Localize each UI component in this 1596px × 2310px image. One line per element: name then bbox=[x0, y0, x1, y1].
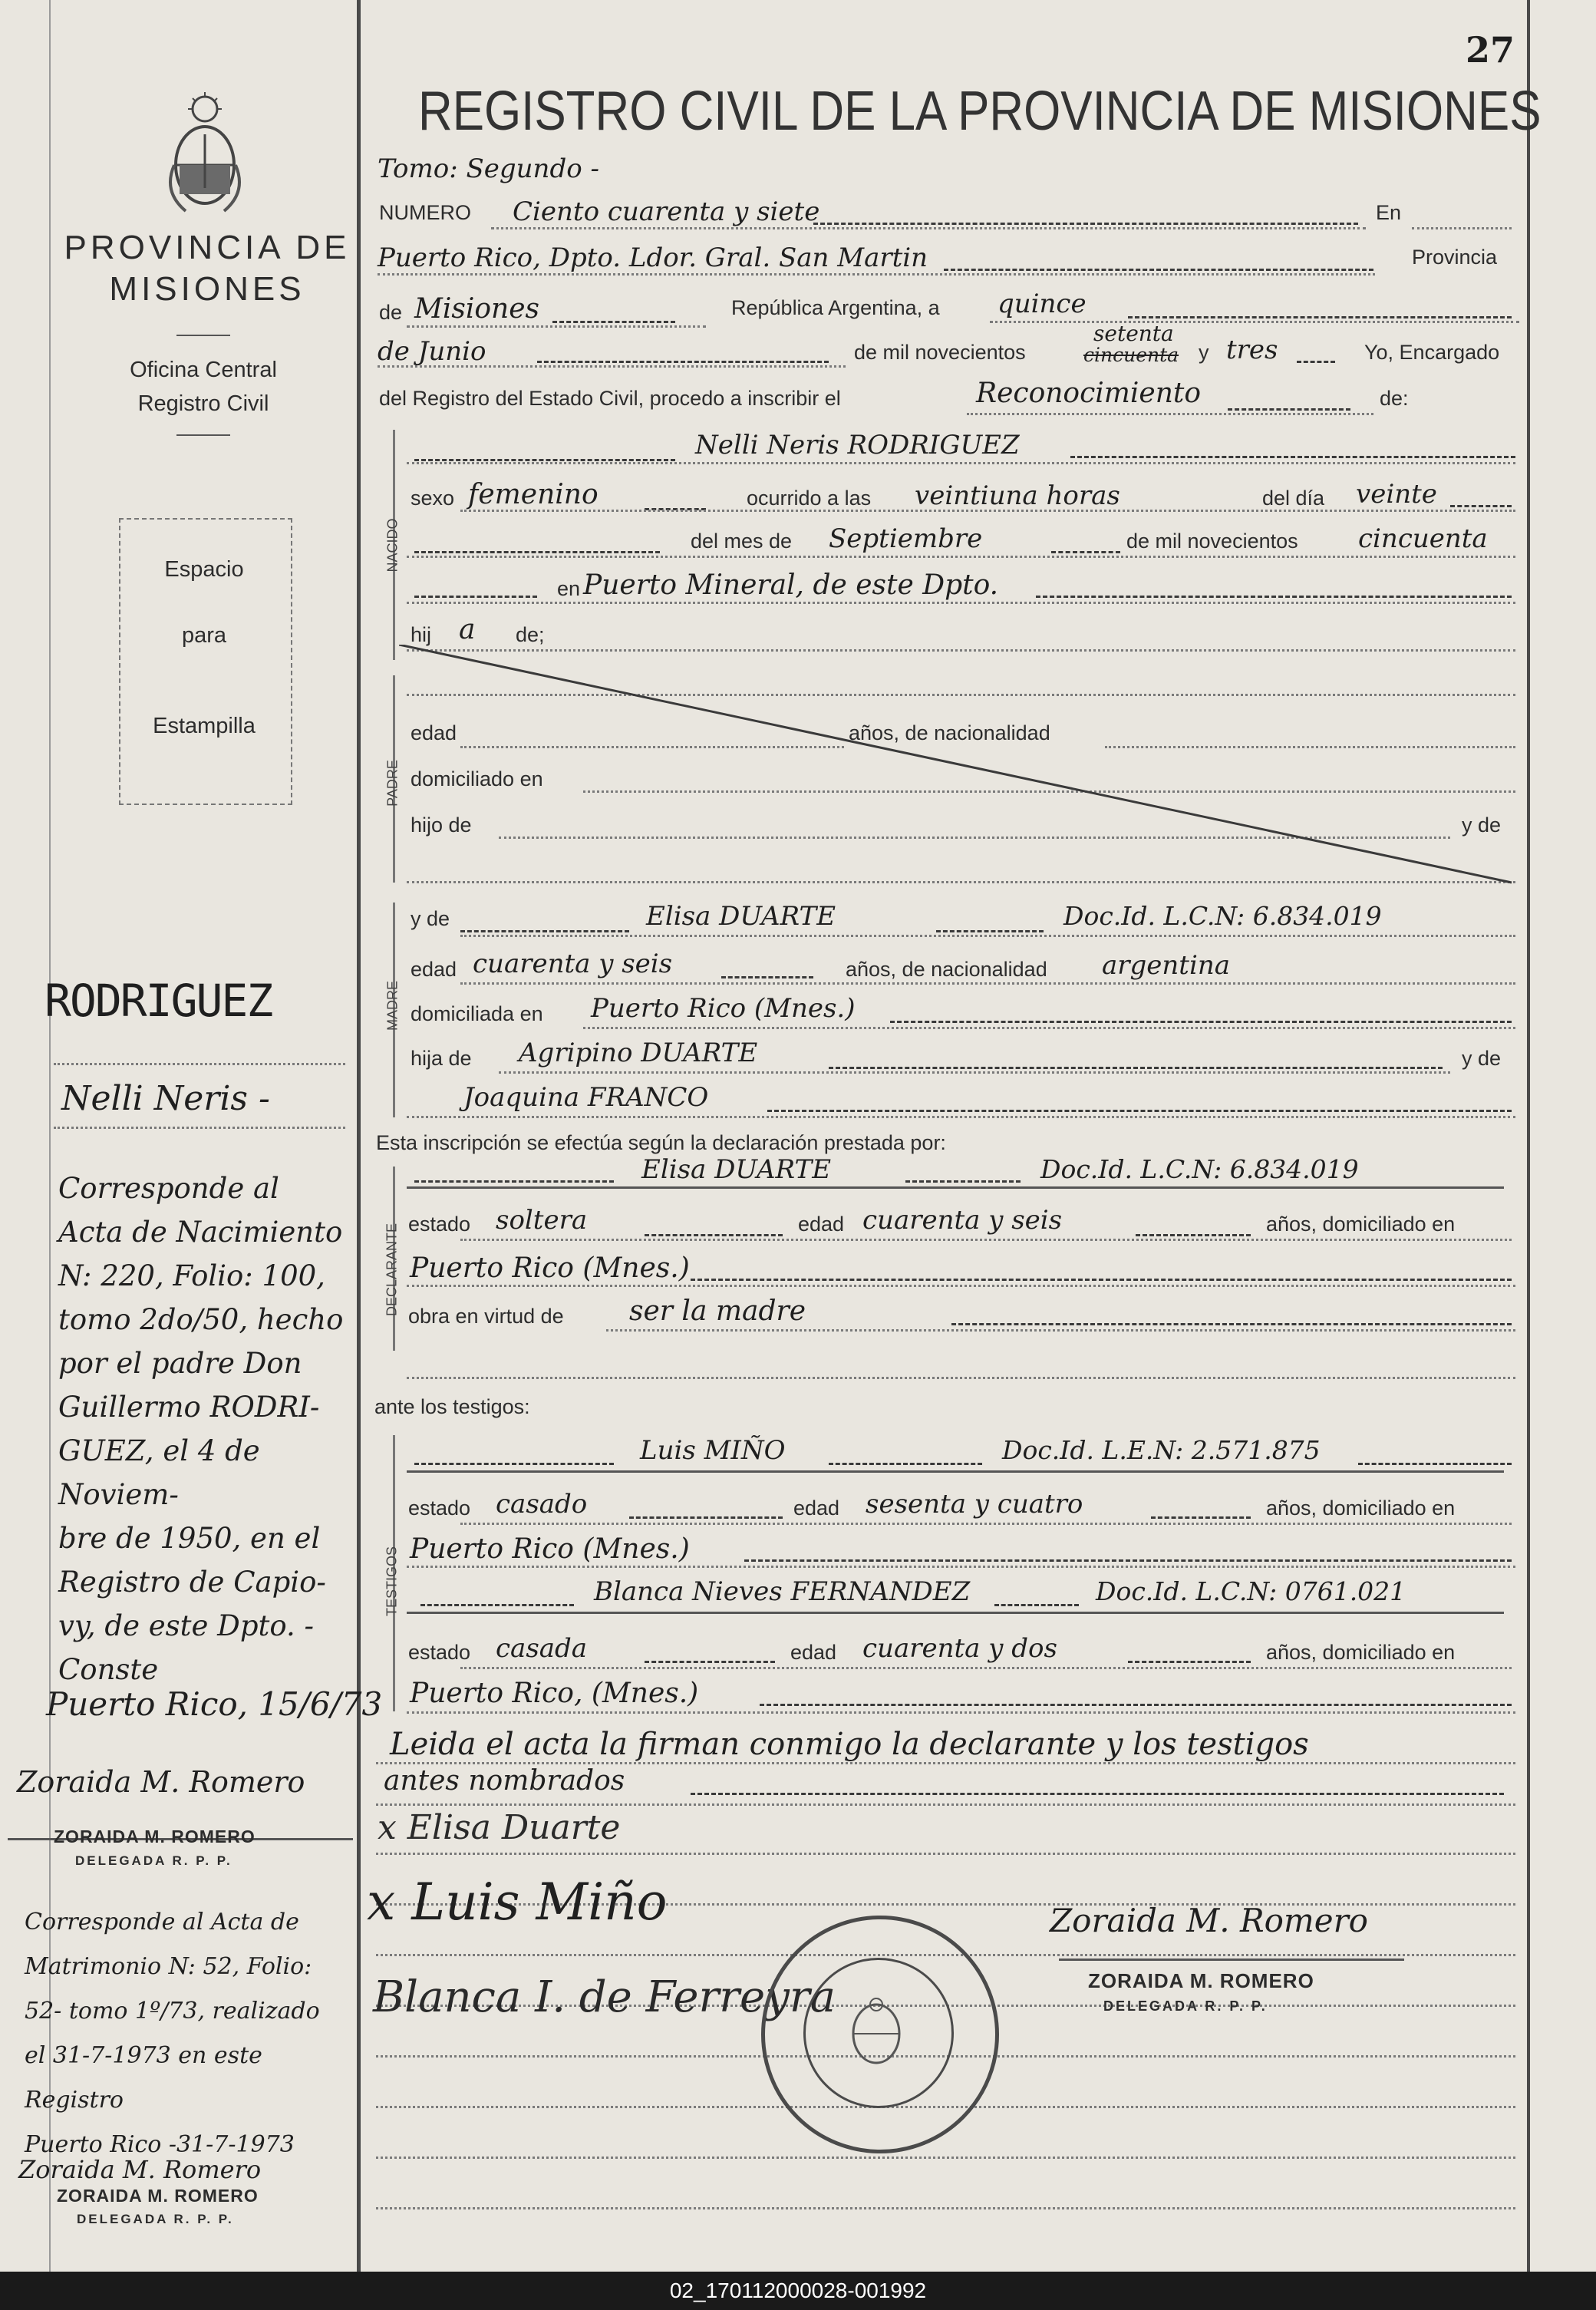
year-prefix: de mil novecientos bbox=[854, 341, 1026, 364]
note1-line: Acta de Nacimiento bbox=[58, 1216, 343, 1249]
testigo1-domicilio-label: años, domiciliado en bbox=[1266, 1497, 1456, 1520]
fill-dots bbox=[407, 1566, 1515, 1568]
fill-dash bbox=[951, 1323, 1512, 1325]
unit-value: tres bbox=[1226, 335, 1278, 365]
madre-doc: Doc.Id. L.C.N: 6.834.019 bbox=[1063, 901, 1382, 931]
padre-hijo-de-label: hijo de bbox=[411, 813, 472, 837]
fill-dash bbox=[994, 1604, 1079, 1606]
place-value: Puerto Rico, Dpto. Ldor. Gral. San Martin bbox=[378, 243, 928, 273]
province-value: Misiones bbox=[414, 293, 540, 325]
fill-dots bbox=[407, 325, 706, 328]
provincia-label: Provincia bbox=[1412, 246, 1498, 269]
fill-dash bbox=[460, 930, 629, 932]
padre-y-de-label: y de bbox=[1462, 813, 1502, 837]
testigo1-edad: sesenta y cuatro bbox=[866, 1489, 1083, 1520]
testigo2-domicilio: Puerto Rico, (Mnes.) bbox=[410, 1678, 699, 1709]
fill-dash bbox=[1128, 1661, 1251, 1663]
fill-dash bbox=[414, 1180, 614, 1183]
testigo2-edad-label: edad bbox=[790, 1641, 837, 1664]
section-rule bbox=[407, 1186, 1504, 1189]
stamp-label-3: Estampilla bbox=[153, 714, 256, 738]
sexo-label: sexo bbox=[411, 487, 455, 510]
column-divider bbox=[357, 0, 361, 2272]
testigo2-estado-label: estado bbox=[408, 1641, 471, 1664]
madre-father: Agripino DUARTE bbox=[519, 1038, 758, 1068]
madre-mother: Joaquina FRANCO bbox=[463, 1082, 709, 1113]
fill-dash bbox=[829, 1067, 1443, 1069]
ante-testigos-label: ante los testigos: bbox=[374, 1395, 530, 1418]
sidebar-note-1 bbox=[58, 1167, 358, 1691]
madre-edad: cuarenta y seis bbox=[473, 949, 673, 979]
fill-dots bbox=[606, 1329, 1515, 1332]
sidebar-line-2 bbox=[54, 1127, 345, 1129]
note2-line: 52- tomo 1º/73, realizado bbox=[25, 1998, 320, 2025]
fill-dash bbox=[944, 269, 1373, 271]
file-id-footer: 02_170112000028-001992 bbox=[0, 2272, 1596, 2310]
madre-edad-label: edad bbox=[411, 958, 457, 981]
de-colon: de: bbox=[1380, 387, 1409, 410]
fill-dash bbox=[420, 1604, 574, 1606]
declarante-estado-label: estado bbox=[408, 1213, 471, 1236]
fill-dash bbox=[1036, 596, 1512, 598]
section-rule bbox=[407, 1612, 1504, 1614]
hij-value: a bbox=[459, 614, 476, 645]
fill-dash bbox=[552, 321, 675, 323]
padre-nacionalidad-label: años, de nacionalidad bbox=[849, 721, 1050, 744]
fill-dots bbox=[376, 2207, 1515, 2209]
fill-dash bbox=[537, 361, 829, 363]
en-lugar-label: en bbox=[557, 577, 581, 600]
testigo1-edad-label: edad bbox=[793, 1497, 840, 1520]
fill-dots bbox=[407, 1285, 1515, 1287]
fill-dots bbox=[378, 365, 846, 368]
declarante-name: Elisa DUARTE bbox=[641, 1154, 832, 1185]
closing-line-1: Leida el acta la firman conmigo la declarante y los testigos bbox=[390, 1727, 1309, 1762]
fill-dash bbox=[1228, 408, 1350, 411]
hora-value: veintiuna horas bbox=[915, 480, 1120, 511]
note1-line: N: 220, Folio: 100, bbox=[58, 1259, 325, 1292]
year2-value: cincuenta bbox=[1358, 523, 1488, 554]
fill-dash bbox=[829, 1463, 982, 1465]
sidebar-line-1 bbox=[54, 1063, 345, 1065]
closing-line-2: antes nombrados bbox=[384, 1765, 625, 1797]
day-value: quince bbox=[998, 289, 1087, 319]
fill-dash bbox=[1151, 1516, 1251, 1519]
declarante-estado: soltera bbox=[496, 1205, 588, 1236]
declarante-domicilio: Puerto Rico (Mnes.) bbox=[410, 1252, 690, 1284]
fill-dash bbox=[1136, 1234, 1251, 1236]
document-title: REGISTRO CIVIL DE LA PROVINCIA DE MISIONES bbox=[418, 81, 1542, 142]
fill-dash bbox=[767, 1110, 1512, 1112]
note1-line: Corresponde al bbox=[58, 1172, 279, 1205]
fill-dash bbox=[1051, 551, 1120, 553]
fill-dash bbox=[760, 1704, 1512, 1706]
note1-place-date: Puerto Rico, 15/6/73 bbox=[46, 1685, 383, 1723]
month-value: de Junio bbox=[378, 336, 486, 367]
note2-line: Registro bbox=[25, 2087, 124, 2114]
testigo1-signature: x Luis Miño bbox=[367, 1873, 668, 1932]
note1-line: Registro de Capio- bbox=[58, 1566, 326, 1599]
note1-line: Guillermo RODRI- bbox=[58, 1391, 320, 1424]
page-number: 27 bbox=[1466, 29, 1515, 71]
stamp-label-1: Espacio bbox=[164, 557, 244, 582]
tomo-note: Tomo: Segundo - bbox=[378, 153, 599, 184]
note2-line: el 31-7-1973 en este bbox=[25, 2042, 262, 2069]
sidebar-divider-bottom bbox=[176, 434, 230, 436]
sidebar-note-2 bbox=[25, 1900, 354, 2167]
fill-dots bbox=[407, 1116, 1515, 1118]
right-border bbox=[1527, 0, 1530, 2272]
testigo1-name: Luis MIÑO bbox=[640, 1435, 786, 1466]
officer-name: ZORAIDA M. ROMERO bbox=[1088, 1969, 1314, 1992]
fill-dots bbox=[460, 1239, 1512, 1241]
officer-signature: Zoraida M. Romero bbox=[1050, 1902, 1368, 1939]
strike-diagonal bbox=[399, 645, 1519, 890]
dia-label: del día bbox=[1262, 487, 1325, 510]
note2-line: Puerto Rico -31-7-1973 bbox=[25, 2131, 295, 2158]
testigo2-doc: Doc.Id. L.C.N: 0761.021 bbox=[1096, 1576, 1406, 1606]
madre-y-de-label-2: y de bbox=[1462, 1047, 1502, 1070]
sidebar-officer-title-1: DELEGADA R. P. P. bbox=[75, 1853, 232, 1868]
fill-dots bbox=[967, 413, 1373, 415]
fill-dash bbox=[1297, 361, 1335, 363]
fill-dash bbox=[721, 976, 813, 978]
fill-dash bbox=[744, 1559, 1512, 1562]
fill-dash bbox=[645, 1661, 775, 1663]
lugar-value: Puerto Mineral, de este Dpto. bbox=[583, 569, 999, 601]
fill-dots bbox=[407, 462, 1515, 464]
declarante-edad: cuarenta y seis bbox=[862, 1205, 1063, 1236]
province-heading: PROVINCIA DE MISIONES bbox=[64, 229, 351, 308]
fill-dots bbox=[376, 1762, 1515, 1764]
note1-line: tomo 2do/50, hecho bbox=[58, 1303, 344, 1336]
y-label: y bbox=[1199, 341, 1209, 364]
fill-dots bbox=[407, 1711, 1515, 1714]
sidebar-given-names: Nelli Neris - bbox=[61, 1079, 270, 1118]
madre-hija-de-label: hija de bbox=[411, 1047, 472, 1070]
padre-edad-label: edad bbox=[411, 721, 457, 744]
sidebar-surname: RODRIGUEZ bbox=[45, 975, 272, 1027]
madre-label: MADRE bbox=[384, 981, 401, 1031]
fill-dots bbox=[460, 510, 1515, 512]
year2-label: de mil novecientos bbox=[1126, 530, 1298, 553]
en-label: En bbox=[1376, 201, 1402, 224]
dia-value: veinte bbox=[1356, 479, 1437, 510]
de-label: de bbox=[379, 301, 403, 324]
seal-emblem-icon bbox=[834, 1995, 918, 2072]
declarante-signature: x Elisa Duarte bbox=[378, 1808, 621, 1847]
sidebar-officer-name-1: ZORAIDA M. ROMERO bbox=[54, 1827, 256, 1846]
signature-rule bbox=[1059, 1959, 1404, 1961]
inscripcion-line: Esta inscripción se efectúa según la declaración prestada por: bbox=[376, 1131, 946, 1154]
hij-de-label: de; bbox=[516, 623, 545, 646]
republica-label: República Argentina, a bbox=[731, 296, 940, 319]
fill-dots bbox=[1412, 227, 1512, 229]
fill-dash bbox=[936, 930, 1044, 932]
fill-dash bbox=[1128, 316, 1512, 318]
fill-dots bbox=[460, 982, 1515, 985]
note1-line: Conste bbox=[58, 1653, 159, 1686]
madre-name: Elisa DUARTE bbox=[646, 901, 836, 932]
ocurrido-label: ocurrido a las bbox=[747, 487, 872, 510]
madre-nacionalidad: argentina bbox=[1102, 950, 1231, 981]
fill-dots bbox=[407, 556, 1515, 558]
declarante-domicilio-label: años, domiciliado en bbox=[1266, 1213, 1456, 1236]
fill-dots bbox=[378, 273, 1375, 276]
fill-dash bbox=[905, 1180, 1021, 1183]
testigo1-doc: Doc.Id. L.E.N: 2.571.875 bbox=[1002, 1435, 1321, 1465]
sidebar-divider-top bbox=[176, 335, 230, 336]
yo-encargado-label: Yo, Encargado bbox=[1364, 341, 1500, 364]
fill-dash bbox=[645, 1234, 783, 1236]
padre-label: PADRE bbox=[384, 760, 401, 807]
fill-dash bbox=[1070, 456, 1515, 458]
fill-dots bbox=[990, 321, 1519, 323]
hij-label: hij bbox=[411, 623, 432, 646]
sidebar-signature-1: Zoraida M. Romero bbox=[17, 1765, 305, 1799]
testigo2-signature: Blanca I. de Ferreyra bbox=[373, 1972, 836, 2022]
section-rule bbox=[407, 1470, 1504, 1473]
office-line-2: Registro Civil bbox=[137, 391, 269, 416]
declarante-label: DECLARANTE bbox=[384, 1223, 400, 1317]
note1-line: por el padre Don bbox=[58, 1347, 302, 1380]
note1-line: bre de 1950, en el bbox=[58, 1522, 321, 1555]
note1-line: GUEZ, el 4 de Noviem- bbox=[58, 1434, 260, 1511]
madre-nacionalidad-label: años, de nacionalidad bbox=[846, 958, 1047, 981]
declarante-doc: Doc.Id. L.C.N: 6.834.019 bbox=[1040, 1154, 1359, 1184]
fill-dots bbox=[376, 1803, 1515, 1806]
note1-line: vy, de este Dpto. - bbox=[58, 1609, 315, 1642]
fill-dash bbox=[691, 1793, 1504, 1795]
fill-dash bbox=[414, 551, 660, 553]
fill-dash bbox=[414, 1463, 614, 1465]
fill-dash bbox=[1358, 1463, 1512, 1465]
sidebar-officer-name-2: ZORAIDA M. ROMERO bbox=[57, 2186, 259, 2206]
obra-label: obra en virtud de bbox=[408, 1305, 564, 1328]
fill-dots bbox=[491, 227, 1366, 229]
testigo2-domicilio-label: años, domiciliado en bbox=[1266, 1641, 1456, 1664]
fill-dash bbox=[414, 596, 537, 598]
stamp-label-2: para bbox=[181, 623, 227, 648]
mes-label: del mes de bbox=[691, 530, 793, 553]
fill-dots bbox=[407, 1377, 1515, 1379]
person-name: Nelli Neris RODRIGUEZ bbox=[695, 430, 1020, 460]
officer-title: DELEGADA R. P. P. bbox=[1103, 1998, 1268, 2014]
testigos-label: TESTIGOS bbox=[384, 1546, 400, 1617]
fill-dash bbox=[890, 1021, 1512, 1023]
fill-dots bbox=[407, 602, 1515, 604]
fill-dash bbox=[1450, 505, 1512, 507]
fill-dots bbox=[460, 1523, 1512, 1525]
fill-dots bbox=[499, 1071, 1450, 1074]
decade-struck: cincuenta bbox=[1083, 344, 1179, 366]
declarante-edad-label: edad bbox=[798, 1213, 845, 1236]
numero-label: NUMERO bbox=[379, 201, 471, 224]
registro-line: del Registro del Estado Civil, procedo a inscribir el bbox=[379, 387, 841, 410]
madre-domicilio-label: domiciliada en bbox=[411, 1002, 543, 1025]
testigo1-estado-label: estado bbox=[408, 1497, 471, 1520]
fill-dash bbox=[414, 459, 675, 461]
numero-value: Ciento cuarenta y siete bbox=[513, 196, 820, 227]
declarante-virtud: ser la madre bbox=[629, 1295, 806, 1327]
fill-dots bbox=[583, 1027, 1515, 1029]
fill-dots bbox=[460, 1667, 1512, 1669]
sidebar-officer-title-2: DELEGADA R. P. P. bbox=[77, 2212, 234, 2226]
sidebar-signature-2: Zoraida M. Romero bbox=[18, 2155, 262, 2184]
fill-dash bbox=[813, 223, 1358, 225]
testigo1-estado: casado bbox=[496, 1489, 588, 1520]
fill-dots bbox=[460, 935, 1515, 937]
note2-line: Matrimonio N: 52, Folio: bbox=[25, 1953, 312, 1980]
testigo2-name: Blanca Nieves FERNANDEZ bbox=[594, 1576, 971, 1607]
mes-value: Septiembre bbox=[829, 523, 983, 554]
testigo2-estado: casada bbox=[496, 1633, 588, 1664]
testigo2-edad: cuarenta y dos bbox=[862, 1633, 1057, 1664]
nacido-label: NACIDO bbox=[384, 518, 401, 573]
fill-dots bbox=[376, 2157, 1515, 2159]
madre-domicilio: Puerto Rico (Mnes.) bbox=[591, 993, 856, 1024]
note2-line: Corresponde al Acta de bbox=[25, 1909, 299, 1935]
madre-y-de-label: y de bbox=[411, 907, 450, 930]
office-line-1: Oficina Central bbox=[130, 358, 277, 382]
fill-dots bbox=[376, 1853, 1515, 1855]
coat-of-arms-icon bbox=[163, 92, 247, 219]
padre-domicilio-label: domiciliado en bbox=[411, 767, 543, 790]
fill-dash bbox=[629, 1516, 783, 1519]
fill-dash bbox=[691, 1279, 1512, 1281]
act-type: Reconocimiento bbox=[976, 378, 1202, 409]
testigo1-domicilio: Puerto Rico (Mnes.) bbox=[410, 1533, 690, 1565]
decade-value: setenta bbox=[1093, 321, 1174, 346]
sexo-value: femenino bbox=[468, 479, 598, 510]
